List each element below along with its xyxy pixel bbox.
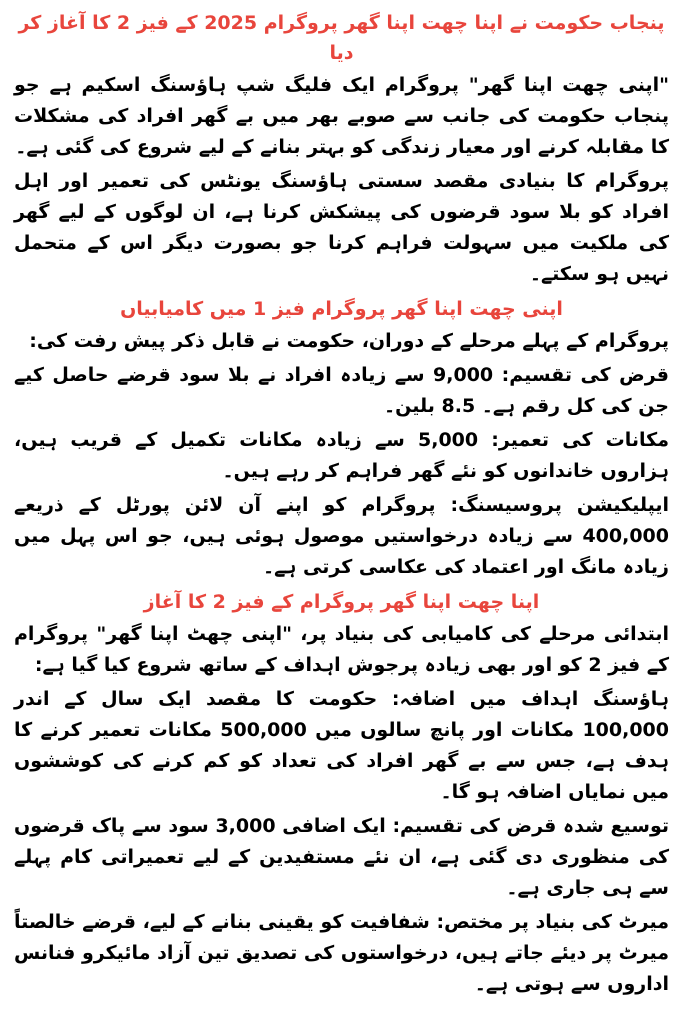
phase1-loans: قرض کی تقسیم: 9,000 سے زیادہ افراد نے بلا سود قرضے حاصل کیے جن کی کل رقم ہے۔ 8.5 بلین۔ [14, 364, 669, 417]
phase2-merit: میرٹ کی بنیاد پر مختص: شفافیت کو یقینی بنانے کے لیے، قرضے خالصتاً میرٹ پر دیئے جاتے ہیں، درخواستوں کی تصدیق تین آزاد مائیکرو فنانس اداروں سے ہوتی ہے۔ [14, 911, 669, 995]
phase1-lead: پروگرام کے پہلے مرحلے کے دوران، حکومت نے قابل ذکر پیش رفت کی: [29, 330, 669, 352]
phase1-applications: ایپلیکیشن پروسیسنگ: پروگرام کو اپنے آن لائن پورٹل کے ذریعے 400,000 سے زیادہ درخواستیں موصول ہوئی ہیں، جو اس پہل میں زیادہ مانگ اور اعتماد کی عکاسی کرتی ہے۔ [14, 494, 669, 578]
phase2-targets: ہاؤسنگ اہداف میں اضافہ: حکومت کا مقصد ایک سال کے اندر 100,000 مکانات اور پانچ سالوں میں 500,000 مکانات تعمیر کرنے کا ہدف ہے، جس سے بے گھر افراد کی تعداد کو کم کرنے کی کوششوں میں نمایاں اضافہ ہو گا۔ [14, 688, 669, 803]
phase1-construction: مکانات کی تعمیر: 5,000 سے زیادہ مکانات تکمیل کے قریب ہیں، ہزاروں خاندانوں کو نئے گھر فراہم کر رہے ہیں۔ [14, 429, 669, 482]
phase2-heading: اپنا چھت اپنا گھر پروگرام کے فیز 2 کا آغاز [143, 591, 540, 613]
page-title: پنجاب حکومت نے اپنا چھت اپنا گھر پروگرام 2025 کے فیز 2 کا آغاز کر دیا [18, 12, 665, 64]
intro-paragraph-1: "اپنی چھت اپنا گھر" پروگرام ایک فلیگ شپ ہاؤسنگ اسکیم ہے جو پنجاب حکومت کی جانب سے صوبے بھر میں بے گھر افراد کی مشکلات کا مقابلہ کرنے اور معیار زندگی کو بہتر بنانے کے لیے شروع کی گئی ہے۔ [14, 74, 669, 158]
phase2-lead: ابتدائی مرحلے کی کامیابی کی بنیاد پر، "اپنی چھٹ اپنا گھر" پروگرام کے فیز 2 کو اور بھی زیادہ پرجوش اہداف کے ساتھ شروع کیا گیا ہے: [14, 623, 669, 676]
phase1-heading: اپنی چھت اپنا گھر پروگرام فیز 1 میں کامیابیاں [120, 298, 563, 320]
phase2-expanded-loans: توسیع شدہ قرض کی تقسیم: ایک اضافی 3,000 سود سے پاک قرضوں کی منظوری دی گئی ہے، ان نئے مستفیدین کے لیے تعمیراتی کام پہلے سے ہی جاری ہے۔ [14, 815, 669, 899]
intro-paragraph-2: پروگرام کا بنیادی مقصد سستی ہاؤسنگ یونٹس کی تعمیر اور اہل افراد کو بلا سود قرضوں کی پیشکش کرنا ہے، ان لوگوں کے لیے گھر کی ملکیت میں سہولت فراہم کرنا جو بصورت دیگر اس کے متحمل نہیں ہو سکتے۔ [14, 170, 669, 285]
